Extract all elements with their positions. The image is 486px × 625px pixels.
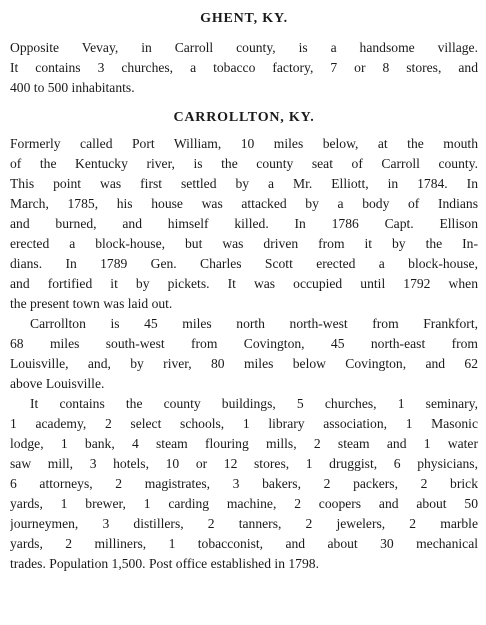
paragraph-carrollton-location xyxy=(10,314,478,394)
paragraph-ghent xyxy=(10,38,478,98)
text-line: 68 miles south-west from Covington, 45 north-east from xyxy=(10,336,478,351)
text-line: 6 attorneys, 2 magistrates, 3 bakers, 2 packers, 2 brick xyxy=(10,476,478,491)
text-line: above Louisville. xyxy=(10,376,105,391)
text-line: Louisville, and, by river, 80 miles below Covington, and 62 xyxy=(10,356,478,371)
text-line: trades. Population 1,500. Post office established in 1798. xyxy=(10,556,319,571)
text-line: Formerly called Port William, 10 miles below, at the mouth xyxy=(10,136,478,151)
text-line: March, 1785, his house was attacked by a body of Indians xyxy=(10,196,478,211)
paragraph-carrollton-history xyxy=(10,134,478,314)
text-line: of the Kentucky river, is the county seat of Carroll county. xyxy=(10,156,478,171)
text-line: yards, 1 brewer, 1 carding machine, 2 coopers and about 50 xyxy=(10,496,478,511)
text-line: yards, 2 milliners, 1 tobacconist, and about 30 mechanical xyxy=(10,536,478,551)
text-line: the present town was laid out. xyxy=(10,296,173,311)
document-page xyxy=(10,0,478,625)
paragraph-carrollton-contents xyxy=(10,394,478,574)
text-line: erected a block-house, but was driven from it by the In- xyxy=(10,236,478,251)
text-line: 400 to 500 inhabitants. xyxy=(10,80,135,95)
text-line: Opposite Vevay, in Carroll county, is a handsome village. xyxy=(10,40,478,55)
text-line: saw mill, 3 hotels, 10 or 12 stores, 1 druggist, 6 physicians, xyxy=(10,456,478,471)
text-line: It contains the county buildings, 5 churches, 1 seminary, xyxy=(30,396,478,411)
text-line: Carrollton is 45 miles north north-west from Frankfort, xyxy=(30,316,478,331)
text-line: journeymen, 3 distillers, 2 tanners, 2 jewelers, 2 marble xyxy=(10,516,478,531)
heading-carrollton: CARROLLTON, KY. xyxy=(173,110,315,125)
text-line: 1 academy, 2 select schools, 1 library association, 1 Masonic xyxy=(10,416,478,431)
text-line: and burned, and himself killed. In 1786 Capt. Ellison xyxy=(10,216,478,231)
heading-ghent: GHENT, KY. xyxy=(200,11,288,26)
text-line: lodge, 1 bank, 4 steam flouring mills, 2 steam and 1 water xyxy=(10,436,478,451)
text-line: This point was first settled by a Mr. Elliott, in 1784. In xyxy=(10,176,478,191)
text-line: dians. In 1789 Gen. Charles Scott erected a block-house, xyxy=(10,256,478,271)
text-line: It contains 3 churches, a tobacco factory, 7 or 8 stores, and xyxy=(10,60,478,75)
text-line: and fortified it by pickets. It was occupied until 1792 when xyxy=(10,276,478,291)
